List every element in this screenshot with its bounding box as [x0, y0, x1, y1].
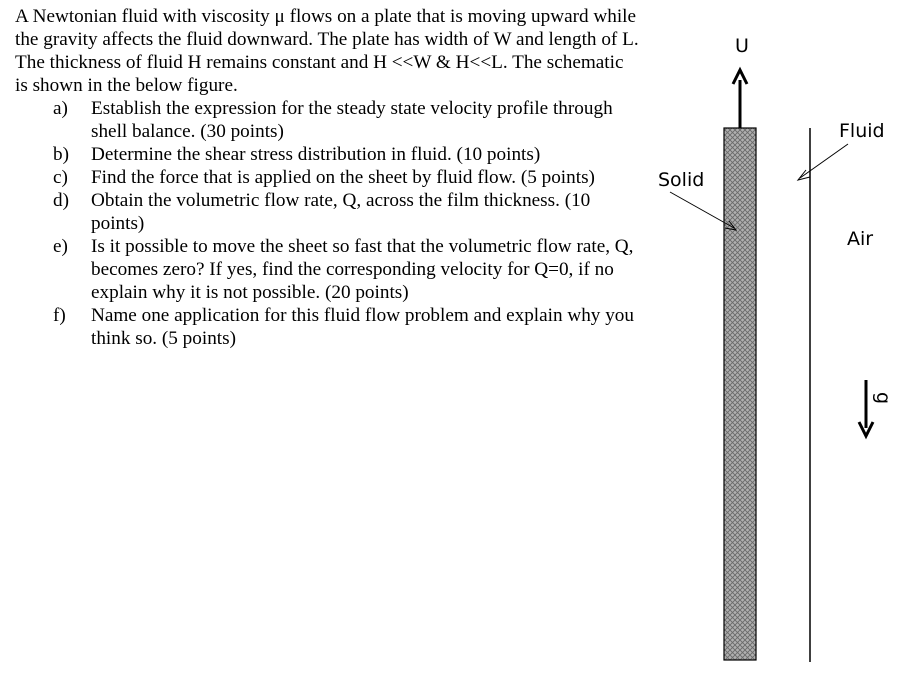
part-text: Is it possible to move the sheet so fast that the volumetric flow rate, Q, becomes zero? If yes, find the corresponding velocity for Q=0, if no explain why it is not possible. (20 points)	[91, 236, 634, 303]
problem-parts-list	[15, 97, 640, 350]
schematic-svg	[640, 0, 910, 676]
part-marker: b)	[53, 144, 69, 165]
part-b	[53, 143, 640, 166]
part-text: Determine the shear stress distribution in fluid. (10 points)	[91, 144, 541, 165]
part-a	[53, 97, 640, 143]
problem-intro: A Newtonian fluid with viscosity μ flows on a plate that is moving upward while the gravity affects the fluid downward. The plate has width of W and length of L. The thickness of fluid H remains constant and H <<W & H<<L. The schematic is shown in the below figure.	[15, 6, 639, 96]
gravity-label: g	[872, 391, 894, 405]
part-d	[53, 189, 640, 235]
part-marker: a)	[53, 98, 68, 119]
part-e	[53, 235, 640, 304]
part-f	[53, 304, 640, 350]
part-text: Name one application for this fluid flow problem and explain why you think so. (5 points)	[91, 305, 634, 349]
part-text: Obtain the volumetric flow rate, Q, across the film thickness. (10 points)	[91, 190, 591, 234]
velocity-label: U	[735, 35, 749, 57]
part-marker: d)	[53, 190, 69, 211]
fluid-label: Fluid	[839, 120, 885, 142]
part-marker: f)	[53, 305, 66, 326]
part-c	[53, 166, 640, 189]
fluid-leader-line	[800, 144, 848, 178]
part-text: Find the force that is applied on the sheet by fluid flow. (5 points)	[91, 167, 595, 188]
air-label: Air	[847, 228, 874, 250]
solid-label: Solid	[658, 169, 705, 191]
part-text: Establish the expression for the steady state velocity profile through shell balance. (30 points)	[91, 98, 613, 142]
problem-statement	[15, 5, 640, 350]
schematic-figure	[640, 0, 910, 676]
solid-plate	[724, 128, 756, 660]
part-marker: e)	[53, 236, 68, 257]
part-marker: c)	[53, 167, 68, 188]
